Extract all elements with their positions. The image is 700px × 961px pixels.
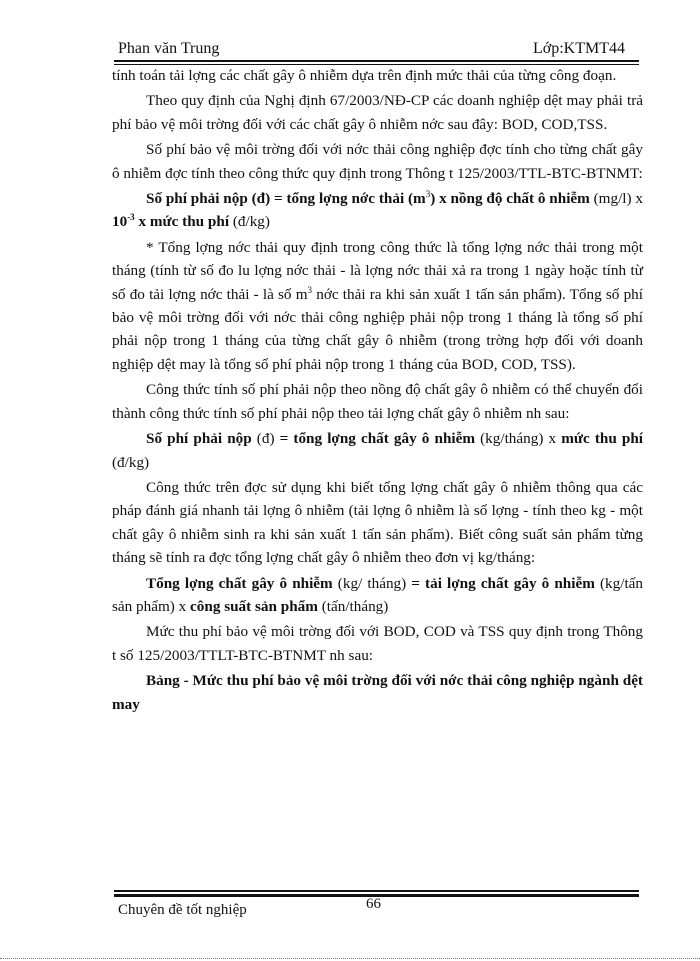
paragraph-decree: Theo quy định của Nghị định 67/2003/NĐ-CP các doanh nghiệp dệt may phải trả phí bảo vệ môi trờng đối với các chất gây ô nhiễm nớc sau đây: BOD, COD,TSS. [112,92,643,133]
header-class: Lớp:KTMT44 [533,40,626,57]
paragraph-continuation: tính toán tải lợng các chất gây ô nhiễm dựa trên định mức thải của từng công đoạn. [112,67,617,84]
page-number: 66 [366,896,381,912]
paragraph-note: * Tổng lợng nớc thải quy định trong công thức là tổng lợng nớc thải trong một tháng (tính từ số đo lu lợng nớc thải - là lợng nớc thải xả ra trong 1 ngày hoặc tính từ số đo tải lợng nớc thải - là số $m^3$ nớc thải ra khi sản xuất 1 tấn sản phẩm). Tổng số phí bảo vệ môi trờng đối với nớc thải công nghiệp phải nộp trong 1 tháng là tổng số phí phải nộp trong 1 tháng của từng chất gây ô nhiễm (trong trờng hợp đối với doanh nghiệp dệt may là tổng số phí phải nộp trong 1 tháng của BOD, COD, TSS). [112,238,643,373]
paragraph-convert: Công thức tính số phí phải nộp theo nồng độ chất gây ô nhiễm có thể chuyển đổi thành công thức tính số phí phải nộp theo tải lợng chất gây ô nhiễm nh sau: [112,381,643,422]
paragraph-fee-basis: Số phí bảo vệ môi trờng đối với nớc thải công nghiệp đợc tính cho từng chất gây ô nhiễm đợc tính theo công thức quy định trong Thông t 125/2003/TTL-BTC-BTNMT: [112,141,643,182]
formula-concentration: Số phí phải nộp (đ) = tổng lợng nớc thải $(m^3)$ x nồng độ chất ô nhiễm (mg/l) x $10^{-3}$ x mức thu phí (đ/kg) [112,188,643,231]
table-title: Bảng - Mức thu phí bảo vệ môi trờng đối với nớc thải công nghiệp ngành dệt may [112,672,643,713]
header-author: Phan văn Trung [118,40,220,57]
document-body [112,64,643,718]
formula-total-load: Tổng lợng chất gây ô nhiễm (kg/ tháng) = tải lợng chất gây ô nhiễm (kg/tấn sản phẩm) x công suất sản phẩm (tấn/tháng) [112,574,644,615]
formula-load: Số phí phải nộp (đ) = tổng lợng chất gây ô nhiễm (kg/tháng) x mức thu phí (đ/kg) [112,430,643,471]
paragraph-usage: Công thức trên đợc sử dụng khi biết tổng lợng chất gây ô nhiễm thông qua các pháp đánh giá nhanh tải lợng ô nhiễm (tải lợng ô nhiễm là số lợng - tính theo kg - một chất gây ô nhiễm sinh ra khi sản xuất 1 tấn sản phẩm). Biết công suất sản phẩm từng tháng sẽ tính ra đợc tổng lợng chất gây ô nhiễm theo đơn vị kg/tháng: [112,478,643,567]
paragraph-rates: Mức thu phí bảo vệ môi trờng đối với BOD, COD và TSS quy định trong Thông t số 125/2003/TTLT-BTC-BTNMT nh sau: [112,623,643,664]
footer-title: Chuyên đề tốt nghiệp [118,902,247,918]
